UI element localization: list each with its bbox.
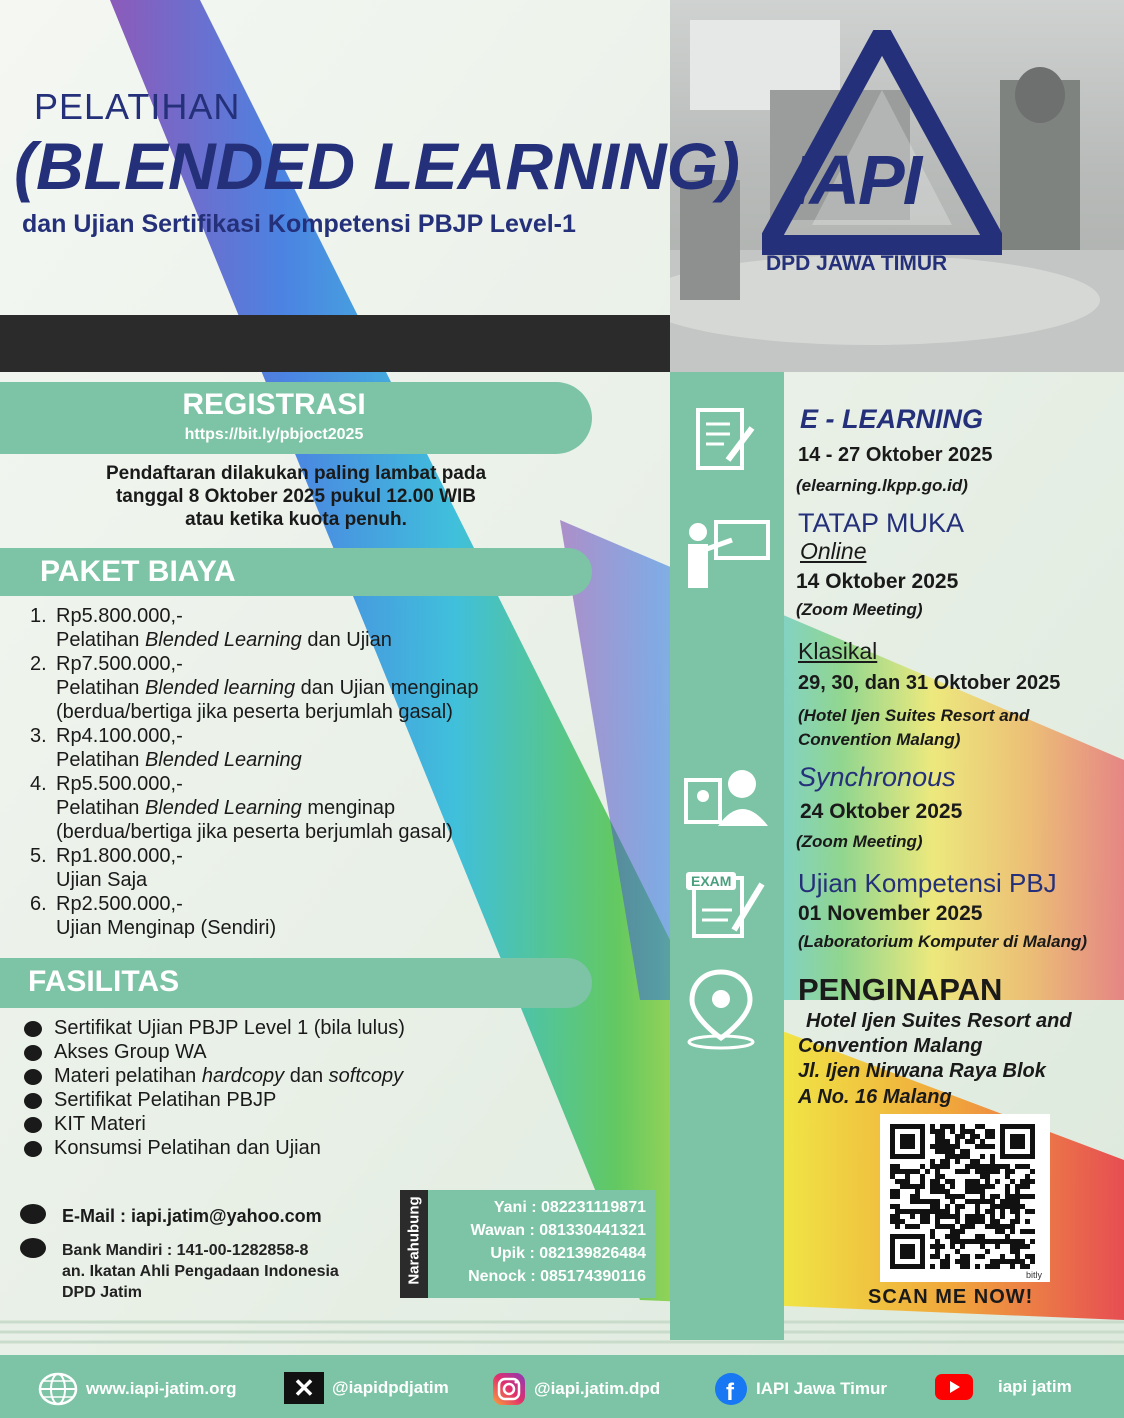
- paket-desc-text: Pelatihan: [56, 629, 145, 651]
- paket-item-desc: [56, 868, 630, 892]
- bank-line-2: an. Ikatan Ahli Pengadaan Indonesia: [62, 1263, 339, 1280]
- paket-item-desc: [56, 748, 630, 772]
- paket-desc-text: dan Ujian menginap: [295, 677, 479, 699]
- bullet: [20, 1238, 46, 1258]
- paket-item: [30, 724, 630, 772]
- synchronous-date: 24 Oktober 2025: [800, 800, 963, 823]
- paket-item-desc: [56, 916, 630, 940]
- narahubung-person[interactable]: Wawan : 081330441321: [470, 1222, 646, 1239]
- exam-label: EXAM: [686, 872, 736, 890]
- registrasi-note: [40, 462, 552, 531]
- footer-facebook[interactable]: [714, 1372, 887, 1406]
- online-date: 14 Oktober 2025: [796, 570, 959, 593]
- bank-line-1: Bank Mandiri : 141-00-1282858-8: [62, 1242, 309, 1259]
- website-text: www.iapi-jatim.org: [86, 1379, 237, 1398]
- ujian-note: (Laboratorium Komputer di Malang): [798, 932, 1087, 951]
- qr-code-icon: [890, 1124, 1040, 1274]
- bullet: [24, 1093, 42, 1109]
- note-line-2: tanggal 8 Oktober 2025 pukul 12.00 WIB: [115, 486, 477, 507]
- fasilitas-item: [24, 1112, 624, 1136]
- paket-item: [30, 604, 630, 652]
- paket-item-number: 1.: [30, 605, 47, 627]
- penginapan-line-1: Hotel Ijen Suites Resort and: [806, 1010, 1072, 1032]
- paket-desc-italic: Blended Learning: [144, 749, 302, 771]
- teacher-board-icon: [682, 518, 772, 590]
- klasikal-note-1: (Hotel Ijen Suites Resort and: [798, 706, 1030, 725]
- registrasi-banner: [0, 382, 592, 454]
- paket-item-price: Rp4.100.000,-: [56, 725, 183, 747]
- paket-item-price: Rp5.500.000,-: [56, 773, 183, 795]
- youtube-name: iapi jatim: [998, 1377, 1072, 1396]
- paket-desc-text: Pelatihan: [56, 677, 145, 699]
- paket-item-desc: [56, 628, 630, 652]
- narahubung-person[interactable]: Upik : 082139826484: [490, 1245, 646, 1262]
- iapi-logo: [762, 30, 1002, 280]
- ujian-date: 01 November 2025: [798, 902, 983, 925]
- fasilitas-text: Materi pelatihan: [54, 1065, 202, 1087]
- bullet: [24, 1069, 42, 1085]
- paket-desc-text: menginap: [301, 797, 396, 819]
- footer-youtube[interactable]: [934, 1372, 1072, 1402]
- paket-item-number: 2.: [30, 653, 47, 675]
- facebook-icon: [714, 1372, 748, 1406]
- penginapan-title: PENGINAPAN: [798, 972, 1003, 1007]
- footer-instagram[interactable]: [492, 1372, 660, 1406]
- elearning-title: E - LEARNING: [800, 404, 984, 434]
- facebook-name: IAPI Jawa Timur: [756, 1379, 888, 1398]
- contact-block: [20, 1200, 400, 1310]
- penginapan-line-2: Convention Malang: [798, 1035, 983, 1057]
- paket-item-number: 6.: [30, 893, 47, 915]
- registrasi-heading: REGISTRASI: [182, 388, 366, 421]
- document-pen-icon: [690, 404, 760, 474]
- klasikal-label: Klasikal: [798, 638, 878, 664]
- narahubung-label: Narahubung: [405, 1196, 423, 1285]
- fasilitas-text: Sertifikat Pelatihan PBJP: [54, 1089, 277, 1111]
- paket-desc-text: Pelatihan: [56, 797, 145, 819]
- footer-x[interactable]: [284, 1372, 449, 1404]
- paket-desc-text: Ujian Menginap (Sendiri): [56, 917, 277, 939]
- location-pin-icon: [686, 968, 756, 1050]
- narahubung-label-box: [400, 1190, 428, 1298]
- logo-caption: DPD JAWA TIMUR: [766, 252, 948, 275]
- paket-item-price: Rp7.500.000,-: [56, 653, 183, 675]
- bullet: [24, 1117, 42, 1133]
- dark-bar: [0, 315, 670, 372]
- online-label: Online: [800, 538, 867, 564]
- fasilitas-italic: hardcopy: [201, 1065, 285, 1087]
- fasilitas-text: KIT Materi: [54, 1113, 146, 1135]
- qr-brand: bitly: [1025, 1270, 1042, 1280]
- qr-code[interactable]: [880, 1114, 1050, 1282]
- bullet: [24, 1021, 42, 1037]
- fasilitas-item: [24, 1064, 624, 1088]
- note-line-1: Pendaftaran dilakukan paling lambat pada: [105, 463, 487, 484]
- fasilitas-italic: softcopy: [328, 1065, 404, 1087]
- paket-item-desc: [56, 676, 630, 700]
- paket-item-note: (berdua/bertiga jika peserta berjumlah gasal): [56, 821, 453, 843]
- fasilitas-heading: FASILITAS: [28, 965, 180, 998]
- email[interactable]: E-Mail : iapi.jatim@yahoo.com: [62, 1206, 322, 1226]
- paket-item-desc: [56, 796, 630, 820]
- fasilitas-banner: [0, 958, 592, 1008]
- paket-item: [30, 652, 630, 724]
- logo-text: IAPI: [792, 141, 921, 219]
- page-subtitle: dan Ujian Sertifikasi Kompetensi PBJP Level-1: [22, 210, 576, 238]
- klasikal-note-2: Convention Malang): [798, 730, 961, 749]
- narahubung-person[interactable]: Nenock : 085174390116: [468, 1268, 646, 1285]
- paket-item-price: Rp5.800.000,-: [56, 605, 183, 627]
- instagram-handle: @iapi.jatim.dpd: [534, 1379, 661, 1398]
- narahubung-list: [428, 1190, 656, 1298]
- x-logo-icon: ✕: [284, 1372, 324, 1404]
- synchronous-note: (Zoom Meeting): [796, 832, 923, 851]
- footer-website[interactable]: [38, 1372, 237, 1406]
- paket-list: [30, 604, 630, 940]
- fasilitas-item: [24, 1088, 624, 1112]
- fasilitas-text: Akses Group WA: [54, 1041, 207, 1063]
- elearning-note: (elearning.lkpp.go.id): [796, 476, 968, 495]
- paket-desc-text: dan Ujian: [301, 629, 392, 651]
- youtube-icon: [934, 1372, 974, 1402]
- bullet: [24, 1045, 42, 1061]
- online-note: (Zoom Meeting): [796, 600, 923, 619]
- fasilitas-item: [24, 1040, 624, 1064]
- paket-item-price: Rp1.800.000,-: [56, 845, 183, 867]
- tatap-muka-title: TATAP MUKA: [798, 508, 965, 538]
- paket-item: [30, 892, 630, 940]
- paket-item: [30, 772, 630, 844]
- fasilitas-text: dan: [284, 1065, 329, 1087]
- paket-item-number: 4.: [30, 773, 47, 795]
- fasilitas-item: [24, 1016, 624, 1040]
- penginapan-line-3: Jl. Ijen Nirwana Raya Blok: [798, 1060, 1046, 1082]
- narahubung-person[interactable]: Yani : 082231119871: [493, 1199, 646, 1216]
- globe-icon: [38, 1372, 78, 1406]
- paket-biaya-banner: [0, 548, 592, 596]
- instagram-icon: [492, 1372, 526, 1406]
- paket-desc-italic: Blended Learning: [144, 797, 302, 819]
- ujian-title: Ujian Kompetensi PBJ: [798, 868, 1057, 898]
- paket-desc-text: Pelatihan: [56, 749, 145, 771]
- note-line-3: atau ketika kuota penuh.: [185, 509, 407, 530]
- bank-line-3: DPD Jatim: [62, 1284, 143, 1301]
- paket-item: [30, 844, 630, 892]
- paket-heading: PAKET BIAYA: [40, 555, 236, 588]
- x-handle: @iapidpdjatim: [332, 1378, 449, 1397]
- bullet: [24, 1141, 42, 1157]
- paket-item-number: 3.: [30, 725, 47, 747]
- header-block: [0, 0, 740, 315]
- paket-desc-text: Ujian Saja: [56, 869, 148, 891]
- synchronous-title: Synchronous: [798, 762, 956, 792]
- page-title: (BLENDED LEARNING): [14, 129, 740, 203]
- fasilitas-item: [24, 1136, 624, 1160]
- paket-desc-italic: Blended learning: [144, 677, 296, 699]
- exam-icon: [684, 868, 768, 938]
- fasilitas-text: Sertifikat Ujian PBJP Level 1 (bila lulus): [54, 1017, 405, 1039]
- scan-me-text: SCAN ME NOW!: [868, 1286, 1034, 1308]
- paket-item-note: (berdua/bertiga jika peserta berjumlah gasal): [56, 701, 453, 723]
- fasilitas-text: Konsumsi Pelatihan dan Ujian: [54, 1137, 321, 1159]
- registrasi-link[interactable]: https://bit.ly/pbjoct2025: [184, 426, 364, 443]
- paket-item-price: Rp2.500.000,-: [56, 893, 183, 915]
- penginapan-line-4: A No. 16 Malang: [798, 1086, 952, 1108]
- bullet: [20, 1204, 46, 1224]
- paket-desc-italic: Blended Learning: [144, 629, 302, 651]
- paket-item-number: 5.: [30, 845, 47, 867]
- online-class-icon: [684, 766, 770, 830]
- elearning-date: 14 - 27 Oktober 2025: [798, 444, 993, 466]
- pre-title: PELATIHAN: [34, 86, 241, 127]
- fasilitas-list: [24, 1016, 624, 1160]
- svg-text:f: f: [726, 1379, 734, 1406]
- klasikal-date: 29, 30, dan 31 Oktober 2025: [798, 672, 1061, 694]
